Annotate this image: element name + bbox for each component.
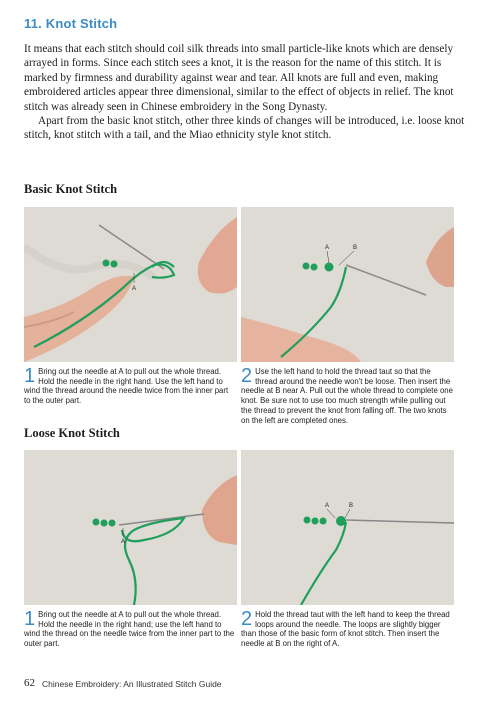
step-number: 2	[241, 608, 253, 630]
intro-paragraph-1: It means that each stitch should coil silk threads into small particle-like knots which are densely arrayed in forms. Since each stitch sees a knot, it is the reason for the name of this stitch. It is marked by firmness and durability against wear and tear. All knots are full and even, making embroidered articles appear three dimensional, similar to the effect of objects in relief. The knot stitch was already seen in Chinese embroidery in the Song Dynasty.	[24, 43, 454, 113]
loose-step2-caption	[241, 610, 453, 649]
label-a: A	[121, 539, 126, 545]
step-text: Bring out the needle at A to pull out the whole thread. Hold the needle in the right hand. Use the left hand to wind the thread around the needle twice from the inner part to the outer part.	[24, 367, 229, 406]
step-text: Bring out the needle at A to pull out the whole thread. Hold the needle in the right hand; use the left hand to wind the thread on the needle twice from the inner part to the outer part.	[24, 610, 235, 649]
loose-step2-photo	[241, 450, 454, 605]
loose-knot-heading: Loose Knot Stitch	[24, 426, 120, 440]
intro-text	[24, 42, 476, 143]
step-number: 1	[24, 608, 36, 630]
section-title: 11. Knot Stitch	[24, 16, 118, 31]
running-footer-title: Chinese Embroidery: An Illustrated Stitch Guide	[42, 679, 222, 689]
loose-step1-caption	[24, 610, 236, 649]
basic-step1-photo	[24, 207, 237, 362]
basic-step2-caption	[241, 367, 453, 425]
label-b: B	[353, 245, 358, 251]
basic-knot-heading: Basic Knot Stitch	[24, 182, 118, 196]
basic-step1-caption	[24, 367, 236, 406]
intro-paragraph-2: Apart from the basic knot stitch, other three kinds of changes will be introduced, i.e. loose knot stitch, knot stitch with a tail, and the Miao ethnicity style knot stitch.	[24, 115, 465, 142]
label-a: A	[132, 286, 137, 292]
label-a: A	[325, 245, 330, 251]
step-text: Use the left hand to hold the thread taut so that the thread around the needle won't be loose. Then insert the needle at B near A. Pull out the whole thread to complete one knot. Be sure not to use too much strength while pulling out the thread to prevent the knot from falling off. The two knots on the left are completed ones.	[241, 367, 453, 425]
label-b: B	[349, 503, 354, 509]
step-number: 2	[241, 365, 253, 387]
page-number: 62	[24, 677, 35, 689]
basic-step2-photo	[241, 207, 454, 362]
loose-step1-photo	[24, 450, 237, 605]
step-number: 1	[24, 365, 36, 387]
step-text: Hold the thread taut with the left hand to keep the thread loops around the needle. The loops are slightly bigger than those of the basic form of knot stitch. Then insert the needle at B on the right of A.	[241, 610, 450, 649]
label-a: A	[325, 503, 330, 509]
